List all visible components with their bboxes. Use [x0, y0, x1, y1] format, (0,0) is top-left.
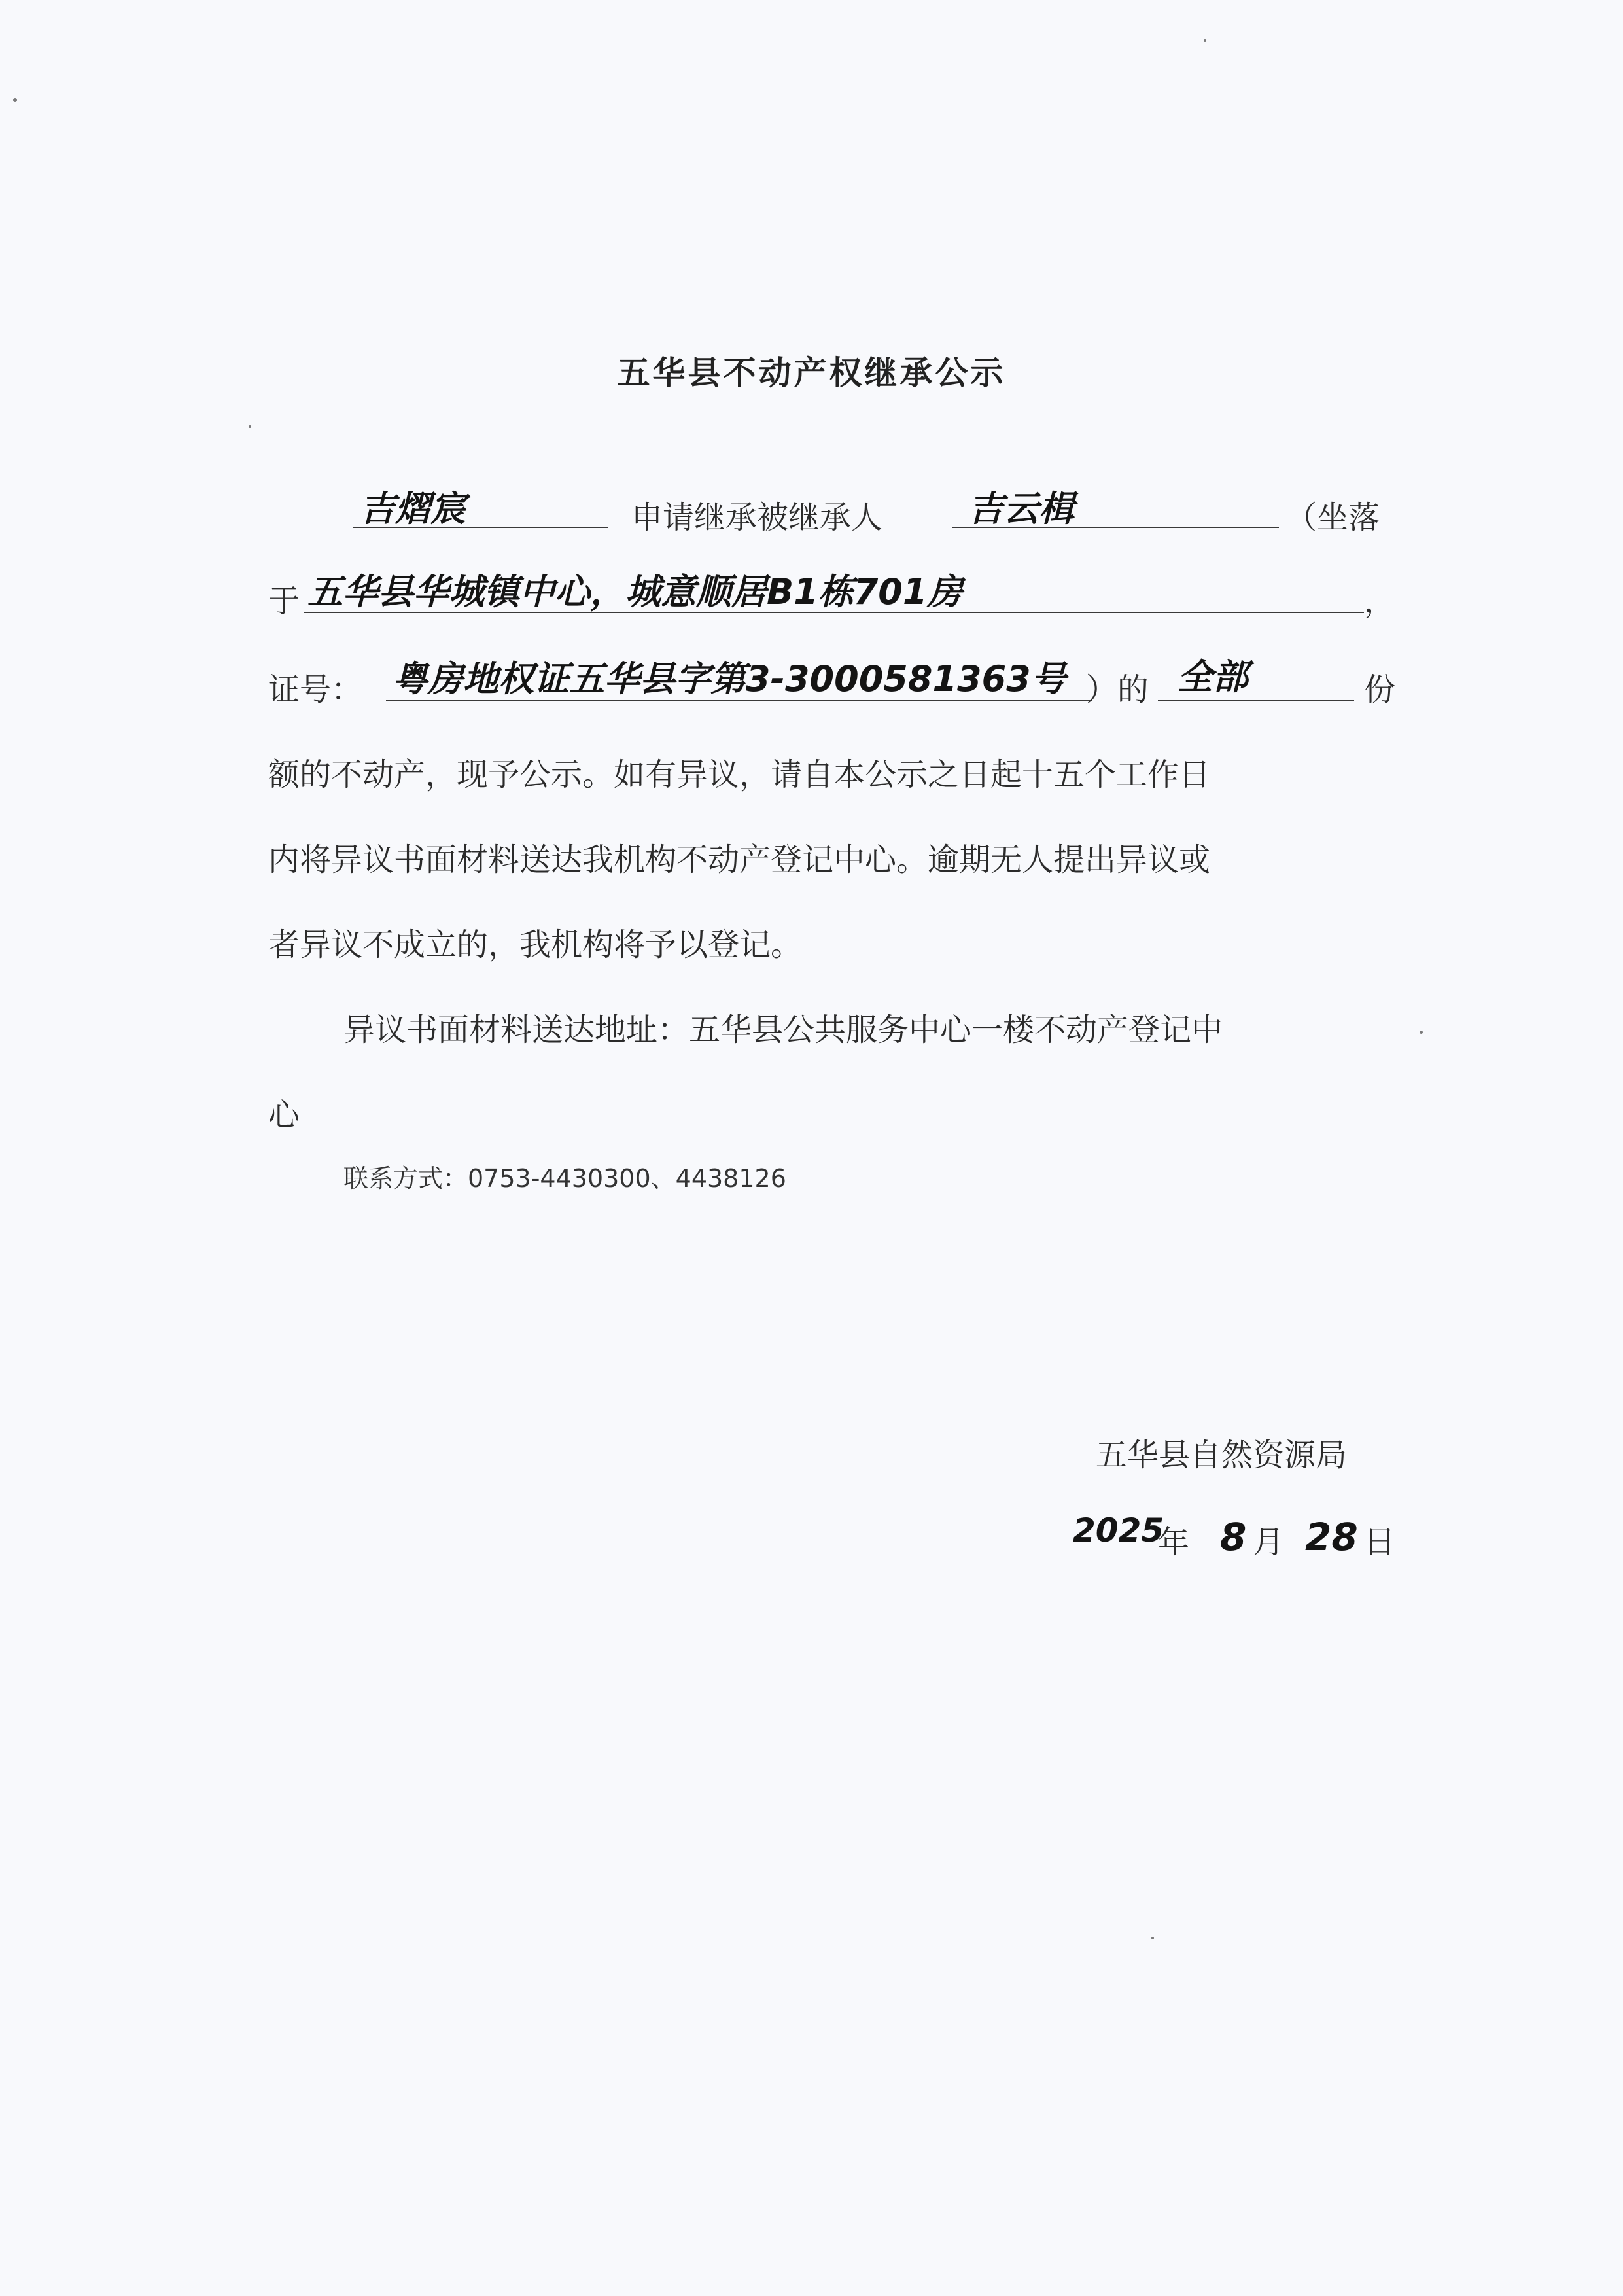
handwritten-decedent: 吉云楫 — [968, 488, 1074, 529]
handwritten-cert-number: 粤房地权证五华县字第3-3000581363号 — [393, 658, 1066, 699]
issuer-name: 五华县自然资源局 — [1096, 1437, 1348, 1474]
of-text: ）的 — [1086, 671, 1149, 708]
handwritten-address: 五华县华城镇中心，城意顺居B1栋701房 — [307, 571, 963, 612]
paragraph-line: 内将异议书面材料送达我机构不动产登记中心。逾期无人提出异议或 — [268, 841, 1211, 878]
handwritten-month: 8 — [1220, 1515, 1247, 1559]
decedent-underline — [952, 527, 1279, 528]
applicant-underline — [353, 527, 608, 528]
scan-speck — [13, 98, 17, 102]
apply-text: 申请继承被继承人 — [631, 499, 883, 536]
scan-speck — [1151, 1937, 1154, 1939]
handwritten-year: 2025 — [1073, 1511, 1164, 1549]
contact-info: 联系方式：0753-4430300、4438126 — [343, 1164, 786, 1193]
day-suffix: 日 — [1364, 1524, 1396, 1561]
scan-speck — [1204, 39, 1206, 42]
scan-speck — [249, 425, 251, 428]
handwritten-share: 全部 — [1178, 656, 1248, 698]
cert-label: 证号： — [268, 671, 363, 708]
handwritten-applicant: 吉熠宸 — [360, 488, 466, 529]
located-text: （坐落 — [1285, 499, 1380, 536]
delivery-address-line: 异议书面材料送达地址：五华县公共服务中心一楼不动产登记中 — [343, 1012, 1223, 1048]
share-underline — [1158, 700, 1354, 701]
address-underline — [304, 612, 1364, 613]
delivery-address-line: 心 — [268, 1097, 300, 1133]
year-suffix: 年 — [1158, 1524, 1190, 1561]
page-title: 五华县不动产权继承公示 — [617, 354, 1006, 392]
handwritten-day: 28 — [1305, 1515, 1358, 1559]
scan-speck — [1420, 1031, 1423, 1034]
paragraph-line: 额的不动产，现予公示。如有异议，请自本公示之日起十五个工作日 — [268, 756, 1211, 793]
comma-text: ， — [1364, 583, 1396, 620]
cert-underline — [386, 700, 1092, 701]
portion-text: 份 — [1364, 671, 1396, 708]
paragraph-line: 者异议不成立的，我机构将予以登记。 — [268, 927, 803, 963]
at-text: 于 — [268, 583, 300, 620]
month-suffix: 月 — [1253, 1524, 1285, 1561]
